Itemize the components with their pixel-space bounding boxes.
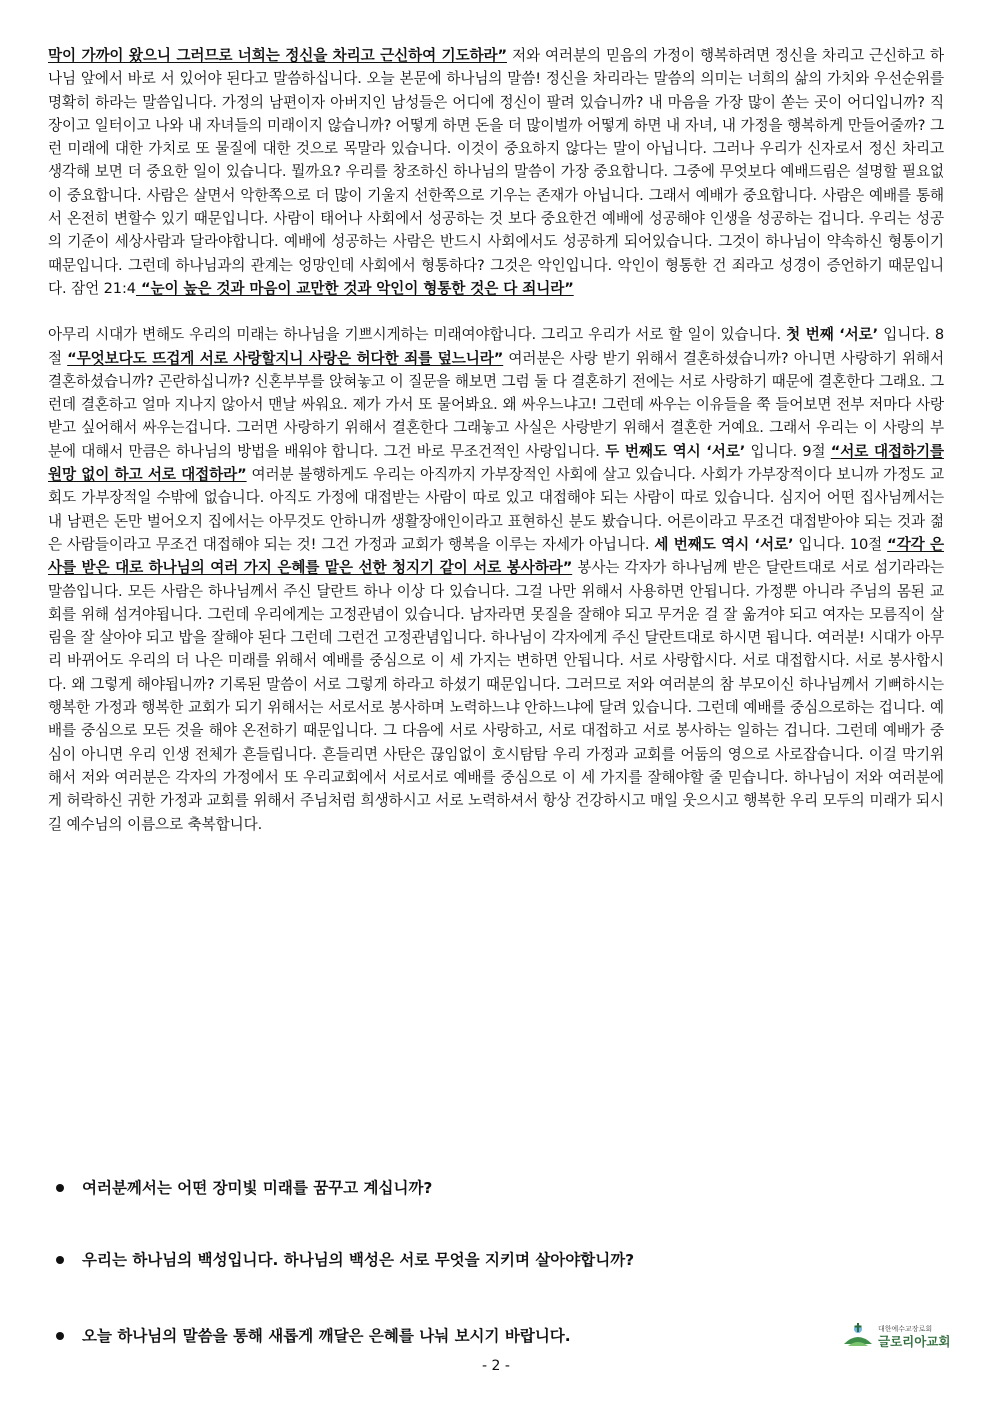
paragraph-text: 입니다. 8절 [48, 326, 944, 367]
question-text: 여러분께서는 어떤 장미빛 미래를 꿈꾸고 계십니까? [82, 1179, 433, 1197]
paragraph-text: 여러분은 사랑 받기 위해서 결혼하셨습니까? 아니면 사랑하기 위해서 결혼하셨습니까? 곤란하십니까? 신혼부부를 앉혀놓고 이 질문을 해보면 그럼 둘 다 결혼하기 전에는 서로 사랑하기 때문에 결혼한다 그래요. 그런데 결혼하고 얼마 지나지 않아서 맨날 싸워요. 제가 가서 또 물어봐요. 왜 싸우느냐고! 그런데 싸우는 이유들을 쭉 들어보면 전부 저마다 사랑받고 싶어해서 싸우는겁니다. 그러면 사랑하기 위해서 결혼한다 그래놓고 사실은 사랑받기 위해서 결혼한 거예요. 그래서 우리는 이 사랑의 부분에 대해서 만큼은 하나님의 방법을 배워야 합니다. 그건 바로 무조건적인 사랑입니다. [48, 349, 944, 460]
discussion-question [48, 1248, 634, 1272]
logo-denomination: 대한예수교장로회 [878, 1325, 933, 1333]
bullet-icon [56, 1256, 64, 1264]
point-heading: 세 번째도 역시 ‘서로’ [654, 535, 794, 553]
page-number: - 2 - [482, 1358, 510, 1374]
bullet-icon [56, 1332, 64, 1340]
bullet-icon [56, 1184, 64, 1192]
sermon-body [48, 44, 944, 836]
point-heading: 두 번째도 역시 ‘서로’ [605, 442, 746, 460]
discussion-question [48, 1324, 571, 1348]
church-logo-icon [842, 1320, 874, 1350]
scripture-quote: “눈이 높은 것과 마음이 교만한 것과 악인이 형통한 것은 다 죄니라” [135, 279, 574, 297]
scripture-quote: “서로 대접하기를 원망 없이 하고 서로 대접하라” [48, 442, 944, 484]
paragraph-text: 여러분 불행하게도 우리는 아직까지 가부장적인 사회에 살고 있습니다. 사회가 가부장적이다 보니까 가정도 교회도 가부장적일 수밖에 없습니다. 아직도 가정에 대접받는 사람이 따로 있고 대접해야 되는 사람이 따로 있습니다. 심지어 어떤 집사님께서는 내 남편은 돈만 벌어오지 집에서는 아무것도 안하니까 생활장애인이라고 표현하신 분도 봤습니다. 어른이라고 무조건 대접받아야 되는 것과 젊은 사람들이라고 무조건 대접해야 되는 것! 그건 가정과 교회가 행복을 이루는 자세가 아닙니다. [48, 466, 944, 553]
paragraph-2 [48, 323, 944, 836]
logo-church-name: 글로리아교회 [878, 1334, 951, 1349]
paragraph-text: 입니다. 9절 [745, 442, 831, 460]
church-logo [842, 1312, 952, 1350]
question-text: 우리는 하나님의 백성입니다. 하나님의 백성은 서로 무엇을 지키며 살아야합니까? [82, 1251, 635, 1269]
question-text: 오늘 하나님의 말씀을 통해 새롭게 깨달은 은혜를 나눠 보시기 바랍니다. [82, 1327, 571, 1345]
scripture-quote: “무엇보다도 뜨겁게 서로 사랑할지니 사랑은 허다한 죄를 덮느니라” [67, 349, 504, 367]
point-heading: 첫 번째 ‘서로’ [786, 326, 879, 344]
discussion-question [48, 1176, 432, 1200]
scripture-quote: 막이 가까이 왔으니 그러므로 너희는 정신을 차리고 근신하여 기도하라” [48, 47, 507, 64]
paragraph-text: 아무리 시대가 변해도 우리의 미래는 하나님을 기쁘시게하는 미래여야합니다. 그리고 우리가 서로 할 일이 있습니다. [48, 326, 787, 344]
paragraph-text: 저와 여러분의 믿음의 가정이 행복하려면 정신을 차리고 근신하고 하나님 앞에서 바로 서 있어야 된다고 말씀하십니다. 오늘 본문에 하나님의 말씀! 정신을 차리라는 말씀의 의미는 너희의 삶의 가치와 우선순위를 명확히 하라는 말씀입니다. 가정의 남편이자 아버지인 남성들은 어디에 정신이 팔려 있습니까? 내 마음을 가장 많이 쏟는 곳이 어디입니까? 직장이고 일터이고 나와 내 자녀들의 미래이지 않습니까? 어떻게 하면 돈을 더 많이벌까 어떻게 하면 내 자녀, 내 가정을 행복하게 만들어줄까? 그런 미래에 대한 가치로 또 물질에 대한 것으로 목말라 있습니다. 이것이 중요하지 않다는 말이 아닙니다. 그러나 우리가 신자로서 정신 차리고 생각해 보면 더 중요한 일이 있습니다. 뭘까요? 우리를 창조하신 하나님의 말씀이 가장 중요합니다. 그중에 무엇보다 예배드림은 설명할 필요없이 중요합니다. 사람은 살면서 악한쪽으로 더 많이 기울지 선한쪽으로 기우는 존재가 아닙니다. 그래서 예배가 중요합니다. 사람은 예배를 통해서 온전히 변할수 있기 때문입니다. 사람이 태어나 사회에서 성공하는 것 보다 중요한건 예배에 성공해야 인생을 성공하는 겁니다. 우리는 성공의 기준이 세상사람과 달라야합니다. 예배에 성공하는 사람은 반드시 사회에서도 성공하게 되어있습니다. 그것이 하나님이 약속하신 형통이기 때문입니다. 그런데 하나님과의 관계는 엉망인데 사회에서 형통하다? 그것은 악인입니다. 악인이 형통한 건 죄라고 성경이 증언하기 때문입니다. 잠언 21:4 [48, 47, 944, 297]
paragraph-1 [48, 44, 944, 300]
paragraph-text: 봉사는 각자가 하나님께 받은 달란트대로 서로 섬기라라는 말씀입니다. 모든 사람은 하나님께서 주신 달란트 하나 이상 다 있습니다. 그걸 나만 위해서 사용하면 안됩니다. 가정뿐 아니라 주님의 몸된 교회를 위해 섬겨야됩니다. 그런데 우리에게는 고정관념이 있습니다. 남자라면 못질을 잘해야 되고 무거운 걸 잘 옮겨야 되고 여자는 모름직이 살림을 잘 살아야 되고 밥을 잘해야 된다 그런데 그런건 고정관념입니다. 하나님이 각자에게 주신 달란트대로 하시면 됩니다. 여러분! 시대가 아무리 바뀌어도 우리의 더 나은 미래를 위해서 예배를 중심으로 이 세 가지는 변하면 안됩니다. 서로 사랑합시다. 서로 대접합시다. 서로 봉사합시다. 왜 그렇게 해야됩니까? 기록된 말씀이 서로 그렇게 하라고 하셨기 때문입니다. 그러므로 저와 여러분의 참 부모이신 하나님께서 기뻐하시는 행복한 가정과 행복한 교회가 되기 위해서는 서로서로 봉사하며 노력하느냐 안하느냐에 달려 있습니다. 그런데 예배를 중심으로하는 겁니다. 예배를 중심으로 모든 것을 해야 온전하기 때문입니다. 그 다음에 서로 사랑하고, 서로 대접하고 서로 봉사하는 일하는 겁니다. 그런데 예배가 중심이 아니면 우리 인생 전체가 흔들립니다. 흔들리면 사탄은 끊임없이 호시탐탐 우리 가정과 교회를 어둠의 영으로 사로잡습니다. 이걸 막기위해서 저와 여러분은 각자의 가정에서 또 우리교회에서 서로서로 예배를 중심으로 이 세 가지를 잘해야할 줄 믿습니다. 하나님이 저와 여러분에게 허락하신 귀한 가정과 교회를 위해서 주님처럼 희생하시고 서로 노력하셔서 항상 건강하시고 매일 웃으시고 행복한 우리 모두의 미래가 되시길 예수님의 이름으로 축복합니다. [48, 559, 945, 833]
paragraph-text: 입니다. 10절 [793, 535, 888, 553]
scripture-quote: “각각 은사를 받은 대로 하나님의 여러 가지 은혜를 맡은 선한 청지기 같이 서로 봉사하라” [48, 535, 944, 577]
